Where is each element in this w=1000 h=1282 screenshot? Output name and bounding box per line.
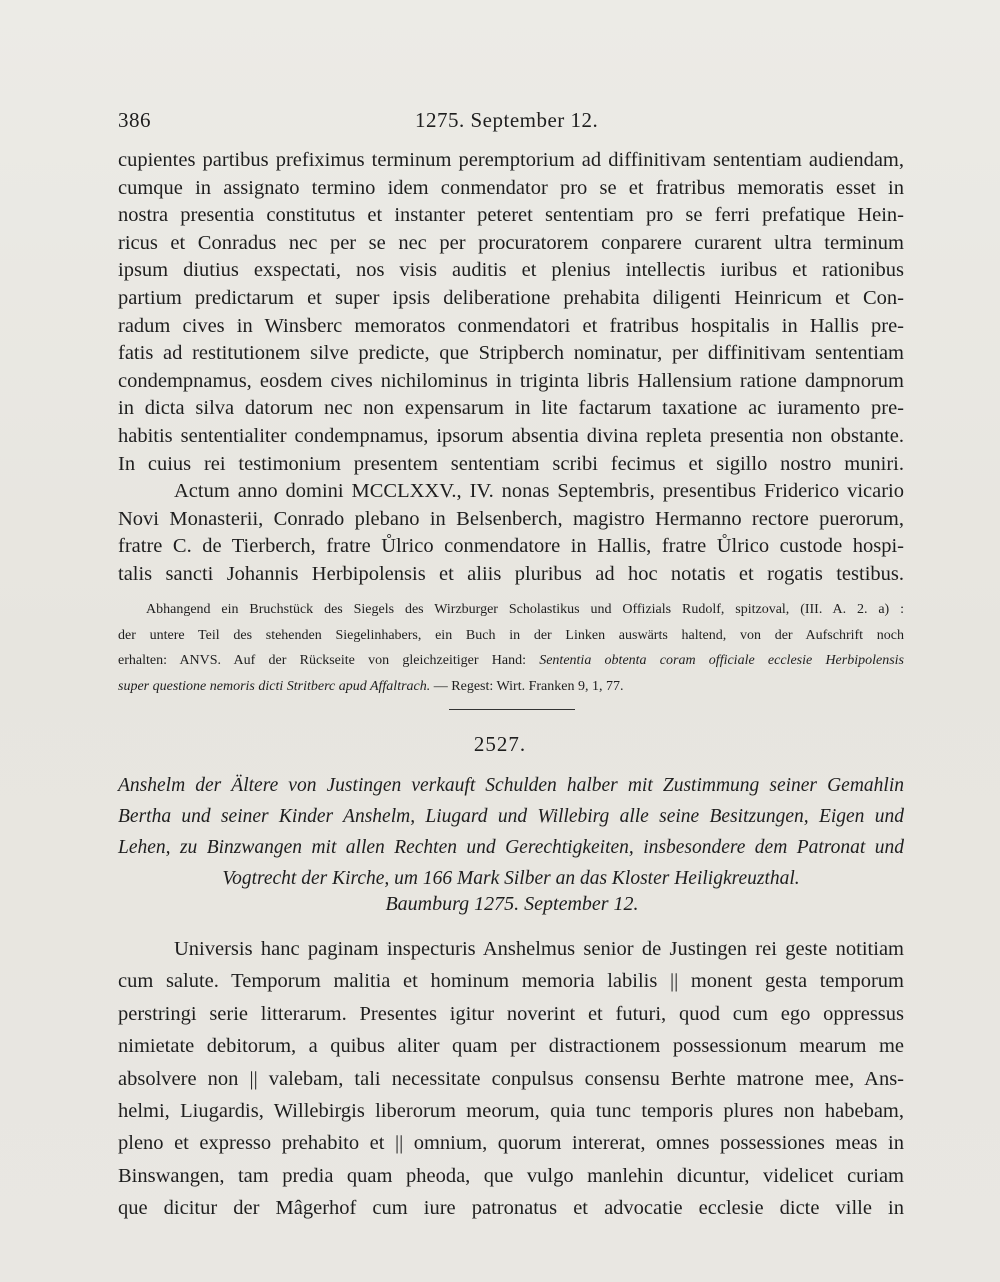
note-italic-text: Sententia obtenta coram officiale ecclesie Herbipolensis — [539, 653, 905, 668]
note-line — [118, 648, 904, 674]
running-date: 1275. September 12. — [415, 108, 599, 132]
actum-line: Actum anno domini MCCLXXV., IV. nonas Septembris, presentibus Friderico vicario — [174, 480, 904, 503]
text-line: condempnamus, eosdem cives nichilominus in triginta libris Hallensium ratione dampnorum — [118, 369, 904, 392]
text-line: partium predictarum et super ipsis deliberatione prehabita diligenti Heinricum et Con- — [118, 286, 904, 309]
regest-line: Lehen, zu Binzwangen mit allen Rechten und Gerechtigkeiten, insbesondere dem Patronat und — [118, 837, 904, 858]
charter-line: que dicitur der Mâgerhof cum iure patronatus et advocatie ecclesie dicte ville in — [118, 1197, 904, 1220]
page-number: 386 — [118, 108, 151, 132]
charter-line: nimietate debitorum, a quibus aliter quam per distractionem possessionum mearum me — [118, 1035, 904, 1058]
note-text: — Regest: Wirt. Franken 9, 1, 77. — [433, 678, 624, 694]
text-line: habitis sententialiter condempnamus, ipsorum absentia divina repleta presentia non obstante. — [118, 424, 904, 447]
charter-text — [118, 933, 904, 1225]
text-line: fatis ad restitutionem silve predicte, que Stripberch nominatur, per diffinitivam sententiam — [118, 342, 904, 365]
section-divider — [449, 709, 575, 710]
charter-line: helmi, Liugardis, Willebirgis liberorum meorum, quia tunc temporis plures non habebam, — [118, 1099, 904, 1122]
charter-line: Binswangen, tam predia quam pheoda, que vulgo manlehin dicuntur, videlicet curiam — [118, 1164, 904, 1187]
seal-note — [118, 597, 904, 699]
text-line: radum cives in Winsberc memoratos conmendatori et fratribus hospitalis in Hallis pre- — [118, 314, 904, 337]
text-line: nostra presentia constitutus et instanter peteret sententiam pro se ferri prefatique Hein- — [118, 204, 904, 227]
charter-line: absolvere non || valebam, tali necessitate conpulsus consensu Berhte matrone mee, Ans- — [118, 1067, 904, 1090]
note-line: Abhangend ein Bruchstück des Siegels des Wirzburger Scholastikus und Offizials Rudolf, spitzoval, (III. A. 2. a) : — [146, 602, 904, 617]
regest-line: Bertha und seiner Kinder Anshelm, Liugard und Willebirg alle seine Besitzungen, Eigen und — [118, 806, 904, 827]
text-line: ricus et Conradus nec per se nec per procuratorem conparere curarent ultra terminum — [118, 231, 904, 254]
regest-line: Anshelm der Ältere von Justingen verkauft Schulden halber mit Zustimmung seiner Gemahlin — [118, 775, 904, 796]
regest-summary — [118, 770, 904, 894]
regest-line: Vogtrecht der Kirche, um 166 Mark Silber an das Kloster Heiligkreuzthal. — [222, 868, 800, 889]
document-number: 2527. — [473, 732, 527, 756]
charter-line: cum salute. Temporum malitia et hominum memoria labilis || monent gesta temporum — [118, 970, 904, 993]
text-line: cumque in assignato termino idem conmendator pro se et fratribus memoratis esset in — [118, 176, 904, 199]
text-line: ipsum diutius exspectati, nos visis auditis et plenius intellectis iuribus et rationibus — [118, 259, 904, 282]
note-line: der untere Teil des stehenden Siegelinhabers, ein Buch in der Linken auswärts haltend, von der Aufschrift noch — [118, 627, 904, 643]
text-line: in dicta silva datorum nec non expensarum in lite factarum taxatione ac iuramento pre- — [118, 397, 904, 420]
main-text — [118, 147, 904, 589]
actum-line: fratre C. de Tierberch, fratre Ůlrico conmendatore in Hallis, fratre Ůlrico custode hospi- — [118, 535, 904, 558]
note-line — [118, 674, 904, 700]
actum-line: Novi Monasterii, Conrado plebano in Belsenberch, magistro Hermanno rectore puerorum, — [118, 507, 904, 530]
charter-line: Universis hanc paginam inspecturis Anshelmus senior de Justingen rei geste notitiam — [174, 938, 904, 960]
charter-line: pleno et expresso prehabito et || omnium, quorum intererat, omnes possessiones meas in — [118, 1132, 904, 1155]
text-line: In cuius rei testimonium presentem sententiam scribi fecimus et sigillo nostro muniri. — [118, 452, 904, 475]
text-line: cupientes partibus prefiximus terminum peremptorium ad diffinitivam sententiam audiendam, — [118, 149, 904, 171]
note-text: erhalten: ANVS. Auf der Rückseite von gleichzeitiger Hand: — [118, 653, 526, 668]
place-date: Baumburg 1275. September 12. — [385, 893, 639, 915]
note-italic-text: super questione nemoris dicti Stritberc apud Affaltrach. — [118, 678, 431, 694]
charter-line: perstringi serie litterarum. Presentes igitur noverint et futuri, quod cum ego oppressus — [118, 1002, 904, 1025]
actum-line: talis sancti Johannis Herbipolensis et aliis pluribus ad hoc notatis et rogatis testibus. — [118, 562, 904, 585]
